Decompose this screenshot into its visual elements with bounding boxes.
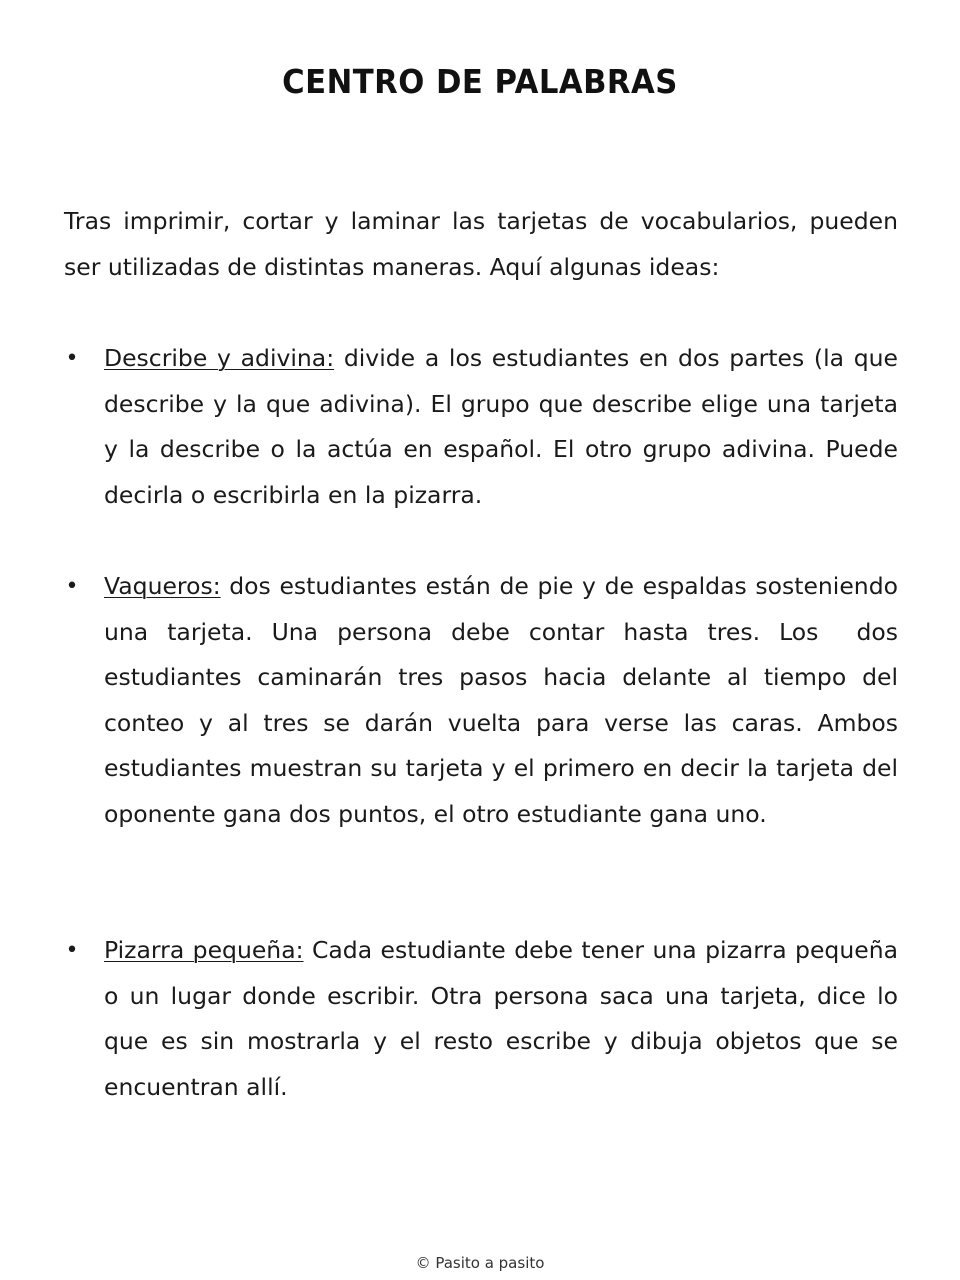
item-term: Describe y adivina: [104,344,335,372]
copyright-footer: © Pasito a pasito [415,1254,545,1272]
bullet-icon: • [65,938,79,963]
item-term: Vaqueros: [104,572,221,600]
bullet-icon: • [65,346,79,371]
item-text: Cada estudiante debe tener una pizarra pequeña o un lugar donde escribir. Otra persona saca una tarjeta, dice lo que es sin mostrarla y el resto escribe y dibuja objetos que se encuentran allí. [104,936,898,1101]
bullet-icon: • [65,574,79,599]
list-item [65,564,906,837]
list-item [65,336,898,518]
page-title: CENTRO DE PALABRAS [282,62,678,101]
item-term: Pizarra pequeña: [104,936,304,964]
item-text: divide a los estudiantes en dos partes (la que describe y la que adivina). El grupo que describe elige una tarjeta y la describe o la actúa en español. El otro grupo adivina. Puede decirla o escribirla en la pizarra. [104,344,898,509]
list-item [65,928,898,1110]
intro-paragraph: Tras imprimir, cortar y laminar las tarjetas de vocabularios, pueden ser utilizadas de distintas maneras. Aquí algunas ideas: [64,207,898,281]
item-text: dos estudiantes están de pie y de espaldas sosteniendo una tarjeta. Una persona debe contar hasta tres. Los dos estudiantes caminarán tres pasos hacia delante al tiempo del conteo y al tres se darán vuelta para verse las caras. Ambos estudiantes muestran su tarjeta y el primero en decir la tarjeta del oponente gana dos puntos, el otro estudiante gana uno. [104,572,906,828]
